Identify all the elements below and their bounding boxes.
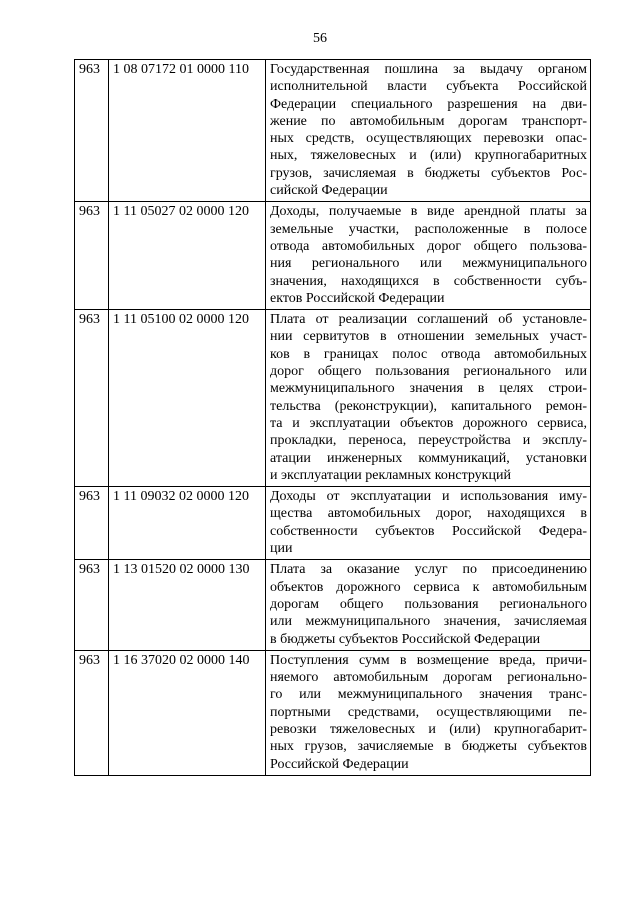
- page-number: 56: [313, 31, 327, 46]
- revenue-name-line: няемого автомобильным дорогам регионально-: [270, 670, 587, 686]
- revenue-name-cell: [266, 650, 591, 775]
- admin-code-cell: 963: [75, 650, 109, 775]
- revenue-name-line: прокладки, переноса, переустройства и эксплу-: [270, 433, 587, 449]
- revenue-name-line: земельные участки, расположенные в полосе: [270, 221, 587, 237]
- revenue-name-line: ных средств, осуществляющих перевозки опас-: [270, 131, 587, 147]
- revenue-name-line: Поступления сумм в возмещение вреда, причи-: [270, 652, 587, 668]
- revenue-name-line: объектов дорожного сервиса к автомобильным: [270, 579, 587, 595]
- revenue-name-line: Российской Федерации: [270, 756, 409, 772]
- revenue-name-cell: [266, 60, 591, 202]
- revenue-name-line: жение по автомобильным дорогам транспорт-: [270, 113, 587, 129]
- revenue-name-line: или межмуниципального значения, зачисляемая: [270, 614, 587, 630]
- revenue-name-line: Государственная пошлина за выдачу органом: [270, 62, 587, 77]
- revenue-name-line: Плата от реализации соглашений об установле-: [270, 312, 587, 328]
- revenue-name-line: го или межмуниципального значения транс-: [270, 687, 587, 703]
- revenue-name-line: отвода автомобильных дорог общего пользова-: [270, 238, 587, 254]
- budget-code-cell: 1 08 07172 01 0000 110: [109, 60, 266, 202]
- admin-code-cell: 963: [75, 487, 109, 560]
- revenue-name-line: собственности субъектов Российской Федера-: [270, 523, 587, 539]
- budget-code-cell: 1 11 05027 02 0000 120: [109, 202, 266, 310]
- revenue-name-cell: [266, 487, 591, 560]
- revenue-name-line: исполнительной власти субъекта Российской: [270, 79, 587, 95]
- revenue-name-line: межмуниципального значения в целях строи-: [270, 381, 587, 397]
- revenue-name-line: значения, находящихся в собственности субъ-: [270, 273, 587, 289]
- revenue-name-line: дорог общего пользования регионального или: [270, 364, 587, 380]
- revenue-name-line: дорогам общего пользования регионального: [270, 596, 587, 612]
- revenue-name-line: ных грузов, зачисляемые в бюджеты субъектов: [270, 739, 587, 755]
- revenue-name-line: грузов, зачисляемая в бюджеты субъектов Рос-: [270, 165, 587, 181]
- admin-code-cell: 963: [75, 202, 109, 310]
- budget-code-cell: 1 16 37020 02 0000 140: [109, 650, 266, 775]
- revenue-name-line: Федерации специального разрешения на дви-: [270, 96, 587, 112]
- table-row: [75, 60, 591, 202]
- admin-code-cell: 963: [75, 60, 109, 202]
- revenue-name-line: ции: [270, 541, 293, 557]
- admin-code-cell: 963: [75, 310, 109, 487]
- revenue-name-line: в бюджеты субъектов Российской Федерации: [270, 631, 541, 647]
- revenue-name-line: Плата за оказание услуг по присоединению: [270, 562, 587, 578]
- revenue-name-line: тельства (реконструкции), капитального ремон-: [270, 398, 587, 414]
- table-row: [75, 650, 591, 775]
- revenue-name-line: ектов Российской Федерации: [270, 290, 445, 306]
- table-row: [75, 560, 591, 650]
- revenue-name-line: сийской Федерации: [270, 183, 388, 199]
- revenue-name-line: ных, тяжеловесных и (или) крупногабаритных: [270, 148, 587, 164]
- table-body: [75, 60, 591, 776]
- budget-code-cell: 1 13 01520 02 0000 130: [109, 560, 266, 650]
- revenue-name-line: Доходы, получаемые в виде арендной платы за: [270, 204, 587, 220]
- revenue-name-cell: [266, 560, 591, 650]
- table-row: [75, 202, 591, 310]
- admin-code-cell: 963: [75, 560, 109, 650]
- revenue-name-line: атации инженерных коммуникаций, установки: [270, 450, 587, 466]
- revenue-name-line: щества автомобильных дорог, находящихся в: [270, 506, 587, 522]
- revenue-name-line: та и эксплуатации объектов дорожного сервиса,: [270, 415, 587, 431]
- budget-code-cell: 1 11 05100 02 0000 120: [109, 310, 266, 487]
- revenue-name-line: ков в границах полос отвода автомобильных: [270, 346, 587, 362]
- table-row: [75, 487, 591, 560]
- revenue-name-line: Доходы от эксплуатации и использования иму-: [270, 489, 587, 505]
- revenue-name-line: ния регионального или межмуниципального: [270, 256, 587, 272]
- budget-code-cell: 1 11 09032 02 0000 120: [109, 487, 266, 560]
- revenue-name-line: и эксплуатации рекламных конструкций: [270, 467, 511, 483]
- revenue-name-line: нии сервитутов в отношении земельных участ-: [270, 329, 587, 345]
- revenue-name-cell: [266, 202, 591, 310]
- table-row: [75, 310, 591, 487]
- revenue-name-cell: [266, 310, 591, 487]
- revenue-name-line: ревозки тяжеловесных и (или) крупногабарит-: [270, 721, 587, 737]
- revenue-name-line: портными средствами, осуществляющими пе-: [270, 704, 587, 720]
- revenue-codes-table: [74, 59, 591, 776]
